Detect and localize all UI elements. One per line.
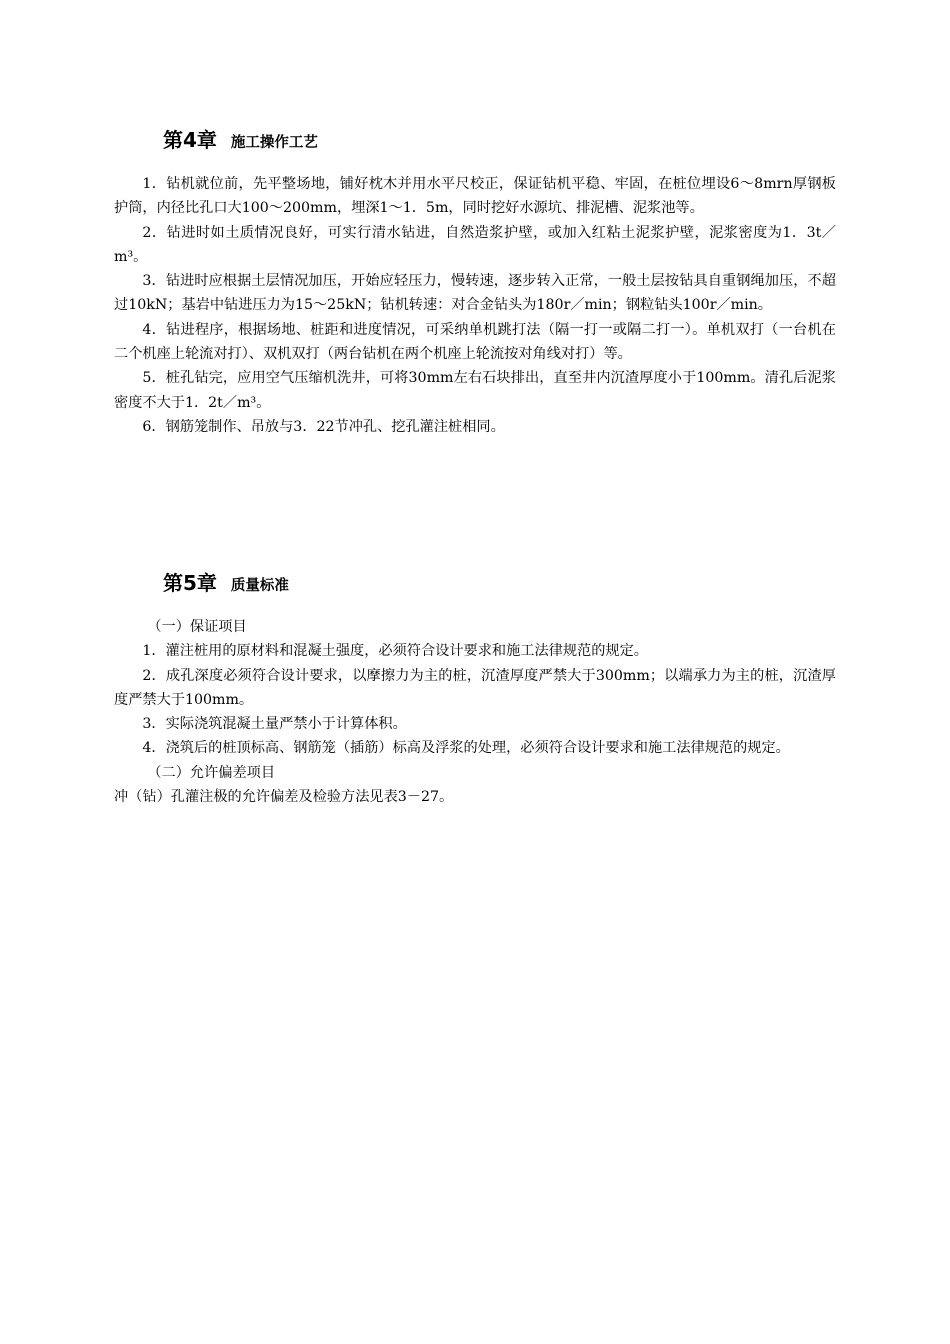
section-heading: （一）保证项目 xyxy=(147,619,247,635)
paragraph: 4．钻进程序，根据场地、桩距和进度情况，可采纳单机跳打法（隔一打一或隔二打一）。单机双打（一台机在二个机座上轮流对打）、双机双打（两台钻机在两个机座上轮流按对角线对打）等。 xyxy=(114,321,836,363)
chapter-5-body xyxy=(114,615,836,809)
paragraph: 1．钻机就位前，先平整场地，铺好枕木并用水平尺校正，保证钻机平稳、牢固，在桩位埋设6～8mrn厚钢板护筒，内径比孔口大100～200mm，埋深1～1．5m，同时挖好水源坑、排泥槽、泥浆池等。 xyxy=(114,176,836,217)
list-item: 4．浇筑后的桩顶标高、钢筋笼（插筋）标高及浮浆的处理，必须符合设计要求和施工法律规范的规定。 xyxy=(142,740,790,757)
paragraph: 6．钢筋笼制作、吊放与3．22节冲孔、挖孔灌注桩相同。 xyxy=(142,418,505,435)
chapter-5-number: 第5章 xyxy=(163,571,217,595)
list-item: 3．实际浇筑混凝土量严禁小于计算体积。 xyxy=(142,716,407,733)
chapter-4-heading xyxy=(163,124,318,153)
chapter-5-title: 质量标准 xyxy=(230,578,289,594)
paragraph: 2．钻进时如土质情况良好，可实行清水钻进，自然造浆护壁，或加入红粘土泥浆护壁，泥浆密度为1．3t／m³。 xyxy=(114,224,836,265)
chapter-4-number: 第4章 xyxy=(163,128,217,152)
paragraph: 5．桩孔钻完，应用空气压缩机洗井，可将30mm左右石块排出，直至井内沉渣厚度小于100mm。清孔后泥浆密度不大于1．2t／m³。 xyxy=(114,370,836,411)
paragraph: 冲（钻）孔灌注极的允许偏差及检验方法见表3－27。 xyxy=(114,789,454,806)
section-heading: （二）允许偏差项目 xyxy=(147,764,276,781)
list-item: 2．成孔深度必须符合设计要求，以摩擦力为主的桩，沉渣厚度严禁大于300mm；以端承力为主的桩，沉渣厚度严禁大于100mm。 xyxy=(114,667,836,708)
chapter-5-heading xyxy=(163,567,289,596)
paragraph: 3．钻进时应根据土层情况加压，开始应轻压力，慢转速，逐步转入正常，一般土层按钻具自重钢绳加压，不超过10kN；基岩中钻进压力为15～25kN；钻机转速：对合金钻头为180r／min；钢粒钻头100r／min。 xyxy=(114,273,836,314)
list-item: 1．灌注桩用的原材料和混凝土强度，必须符合设计要求和施工法律规范的规定。 xyxy=(142,643,648,660)
chapter-4-title: 施工操作工艺 xyxy=(230,135,318,151)
chapter-4-body xyxy=(114,172,836,439)
